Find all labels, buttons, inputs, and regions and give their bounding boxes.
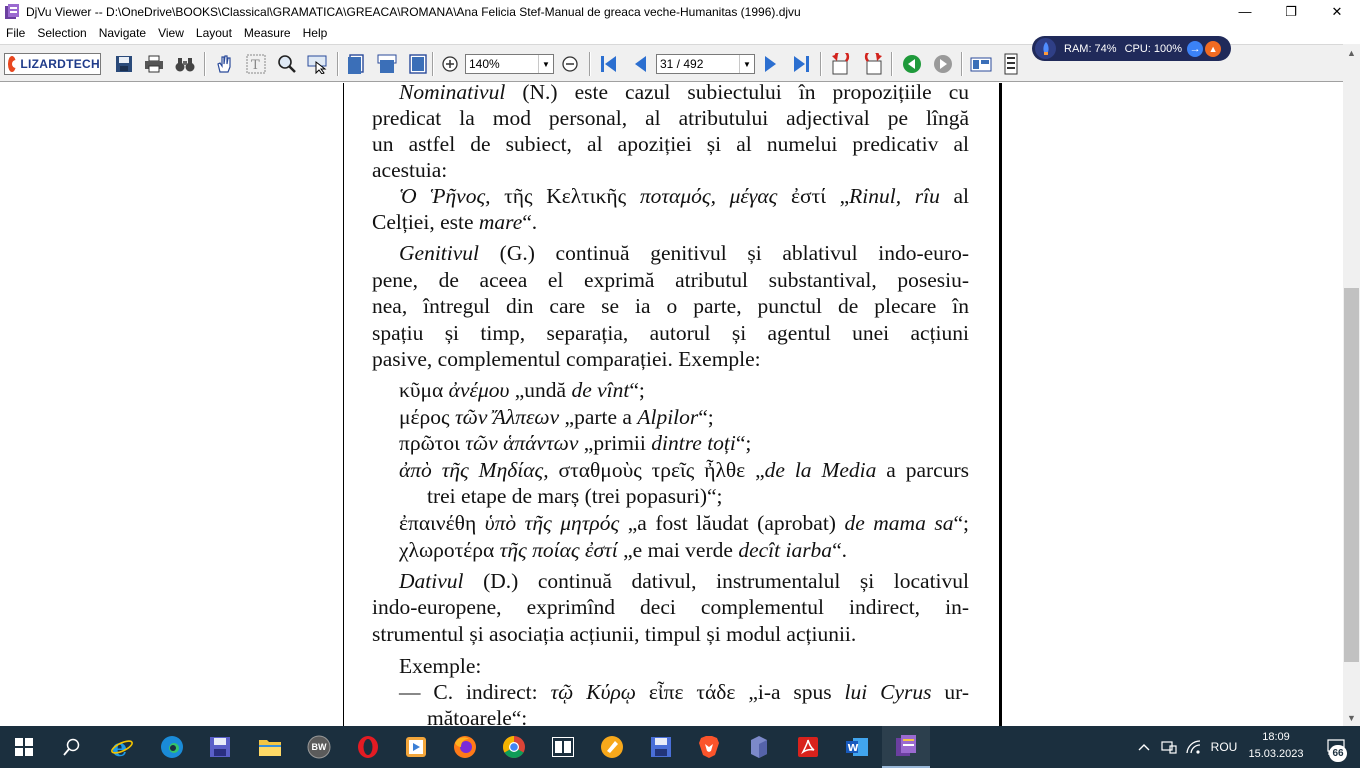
menu-help[interactable]: Help — [302, 26, 328, 40]
text-line: ἐπαινέθη ὑπὸ τῆς μητρός „a fost lăudat (aprobat) de mama sa“; — [399, 511, 970, 535]
edge-icon — [160, 735, 184, 759]
text-select-button[interactable] — [244, 53, 268, 75]
menu-file[interactable]: File — [6, 26, 26, 40]
text-line: un astfel de subiect, al apoziției și al numelui predicativ al — [372, 132, 969, 156]
previous-page-icon — [631, 54, 649, 74]
facing-page-button[interactable] — [406, 53, 430, 75]
text-line: Exemple: — [399, 654, 482, 678]
text-line: pasive, complementul comparației. Exemple: — [372, 347, 761, 371]
taskbar-bw[interactable] — [295, 726, 343, 768]
scroll-down-arrow-icon[interactable]: ▼ — [1347, 712, 1356, 723]
next-page-button[interactable] — [759, 53, 783, 75]
text-line: Nominativul (N.) este cazul subiectului în propozițiile cu — [399, 83, 969, 104]
acrobat-icon — [797, 736, 819, 758]
page-combo[interactable] — [656, 54, 755, 74]
chevron-down-icon[interactable]: ▼ — [538, 55, 553, 73]
svg-text:T: T — [251, 58, 260, 73]
zoom-in-button[interactable] — [438, 53, 462, 75]
history-forward-button[interactable] — [931, 53, 955, 75]
text-line: Dativul (D.) continuă dativul, instrumentalul și locativul — [399, 569, 969, 593]
thumbnails-button[interactable] — [969, 53, 993, 75]
previous-page-button[interactable] — [628, 53, 652, 75]
text-line: Genitivul (G.) continuă genitivul și ablativul indo-euro- — [399, 241, 969, 265]
forward-icon — [862, 53, 884, 75]
outline-button[interactable] — [999, 53, 1023, 75]
taskbar-edge[interactable] — [148, 726, 196, 768]
book-reader-icon — [551, 736, 575, 758]
zoom-out-button[interactable] — [558, 53, 582, 75]
djvu-viewer-icon — [894, 734, 918, 758]
menu-view[interactable]: View — [158, 26, 184, 40]
menu-selection[interactable]: Selection — [37, 26, 87, 40]
zoom-in-icon — [441, 55, 459, 73]
toolbar-separator — [820, 52, 822, 76]
word-icon — [845, 736, 869, 758]
zoom-value: 140% — [469, 57, 500, 71]
arrow-right-icon[interactable]: → — [1187, 41, 1203, 57]
notification-count-badge: 66 — [1329, 745, 1347, 762]
bw-label: BW — [311, 742, 327, 752]
hand-icon — [214, 54, 234, 74]
taskbar-word[interactable] — [833, 726, 881, 768]
lizardtech-logo-text: LIZARDTECH — [20, 57, 100, 71]
djvu-app-icon — [4, 4, 20, 20]
rocket-icon — [1035, 38, 1056, 59]
green-arrow-left-icon — [902, 54, 922, 74]
region-select-icon — [306, 54, 328, 74]
clock-time: 18:09 — [1262, 731, 1290, 743]
facing-page-icon — [408, 54, 428, 74]
internet-explorer-icon — [110, 735, 134, 759]
text-line: predicat la mod personal, al atributului adjectival pe lîngă — [372, 106, 969, 130]
package-icon — [748, 735, 770, 759]
binoculars-icon — [175, 55, 195, 73]
taskbar — [0, 726, 1360, 768]
floppy-disk-icon — [209, 736, 231, 758]
lizardtech-logo-icon — [8, 56, 16, 72]
next-page-icon — [762, 54, 780, 74]
zoom-out-icon — [561, 55, 579, 73]
find-button[interactable] — [173, 53, 197, 75]
single-page-icon — [347, 54, 365, 74]
magnifier-icon — [277, 54, 297, 74]
page-border-right — [999, 83, 1002, 726]
floppy-disk-icon — [650, 736, 672, 758]
gray-arrow-right-icon — [933, 54, 953, 74]
clock-date: 15.03.2023 — [1248, 748, 1304, 760]
text-select-icon — [246, 54, 266, 74]
text-line: acestuia: — [372, 158, 448, 182]
lizardtech-logo[interactable] — [4, 53, 101, 75]
svg-text:e: e — [112, 735, 128, 759]
history-back-button[interactable] — [900, 53, 924, 75]
single-page-button[interactable] — [344, 53, 368, 75]
ram-usage: RAM: 74% — [1064, 42, 1117, 55]
toolbar-separator — [337, 52, 339, 76]
pan-tool-button[interactable] — [212, 53, 236, 75]
continuous-page-button[interactable] — [375, 53, 399, 75]
last-page-button[interactable] — [789, 53, 813, 75]
start-button[interactable] — [0, 726, 48, 768]
text-line: χλωροτέρα τῆς ποίας ἐστί „e mai verde decît iarba“. — [399, 538, 847, 562]
toolbar-separator — [589, 52, 591, 76]
first-page-button[interactable] — [597, 53, 621, 75]
text-line: trei etape de marș (trei popasuri)“; — [427, 484, 723, 508]
title-bar — [0, 0, 1360, 23]
tray-expand-button[interactable] — [1134, 726, 1154, 768]
menu-measure[interactable]: Measure — [243, 26, 291, 40]
alert-icon[interactable]: ▲ — [1205, 41, 1221, 57]
taskbar-opera[interactable] — [344, 726, 392, 768]
text-line: spațiu și timp, separația, autorul și agentul unei acțiuni — [372, 321, 969, 345]
chevron-up-icon — [1138, 743, 1150, 751]
close-button[interactable]: ✕ — [1331, 3, 1343, 19]
toolbar-separator — [432, 52, 434, 76]
maximize-button[interactable]: ❐ — [1285, 3, 1297, 19]
chrome-icon — [502, 735, 526, 759]
window-title: DjVu Viewer -- D:\OneDrive\BOOKS\Classical\GRAMATICA\GREACA\ROMANA\Ana Felicia Stef-Manual de greaca veche-Humanitas (1996).djvu — [26, 4, 801, 19]
orange-app-icon — [600, 735, 624, 759]
text-line: μέρος τῶν Ἄλπεων „parte a Alpilor“; — [399, 405, 714, 429]
last-page-icon — [791, 54, 811, 74]
taskbar-acrobat[interactable] — [784, 726, 832, 768]
taskbar-orange-app[interactable] — [588, 726, 636, 768]
taskbar-package[interactable] — [735, 726, 783, 768]
menu-navigate[interactable]: Navigate — [98, 26, 147, 40]
scrollbar-thumb[interactable] — [1344, 288, 1359, 662]
menu-layout[interactable]: Layout — [195, 26, 232, 40]
toolbar-separator — [891, 52, 893, 76]
tray-clock[interactable] — [1244, 729, 1308, 763]
tray-wifi[interactable] — [1184, 726, 1204, 768]
text-line: — C. indirect: τῷ Κύρῳ εἶπε τάδε „i-a spus lui Cyrus ur- — [399, 680, 969, 704]
taskbar-chrome[interactable] — [490, 726, 538, 768]
wifi-icon — [1186, 740, 1202, 754]
text-line: πρῶτοι τῶν ἁπάντων „primii dintre toți“; — [399, 431, 752, 455]
network-adapter-icon — [1161, 740, 1177, 754]
performance-widget[interactable] — [1032, 36, 1231, 61]
taskbar-media-player[interactable] — [392, 726, 440, 768]
taskbar-firefox[interactable] — [441, 726, 489, 768]
zoom-combo[interactable] — [465, 54, 554, 74]
text-line: indo-europene, exprimînd deci complementul indirect, in- — [372, 595, 969, 619]
taskbar-floppy[interactable] — [196, 726, 244, 768]
djvu-page — [344, 83, 999, 726]
brave-icon — [698, 735, 720, 759]
chevron-down-icon[interactable]: ▼ — [739, 55, 754, 73]
tray-language[interactable]: ROU — [1210, 740, 1238, 754]
opera-icon — [356, 735, 380, 759]
text-line: pene, de aceea el exprimă atributul substantival, posesiu- — [372, 268, 969, 292]
back-button[interactable] — [829, 53, 853, 75]
taskbar-file-explorer[interactable] — [246, 726, 294, 768]
text-line: Celției, este mare“. — [372, 210, 538, 234]
notifications-button[interactable] — [1316, 726, 1356, 768]
print-button[interactable] — [142, 53, 166, 75]
media-player-icon — [405, 736, 427, 758]
text-line: mătoarele“: — [427, 706, 528, 726]
cpu-usage: CPU: 100% — [1124, 42, 1183, 55]
firefox-icon — [453, 735, 477, 759]
vertical-scrollbar[interactable] — [1343, 44, 1360, 726]
text-line: strumentul și asociația acțiunii, timpul și modul acțiunii. — [372, 622, 857, 646]
page-value: 31 / 492 — [660, 57, 704, 71]
text-line: nea, întregul din care se ia o parte, punctul de plecare în — [372, 294, 969, 318]
thumbnails-icon — [970, 55, 992, 73]
text-line: Ὁ Ῥῆνος, τῆς Κελτικῆς ποταμός, μέγας ἐστί „Rinul, rîu al — [399, 184, 969, 208]
folder-icon — [258, 737, 282, 757]
toolbar-separator — [204, 52, 206, 76]
document-viewer[interactable] — [0, 83, 1343, 726]
outline-icon — [1003, 53, 1019, 75]
svg-text:W: W — [847, 743, 859, 754]
toolbar-separator — [961, 52, 963, 76]
tray-network-adapter[interactable] — [1158, 726, 1180, 768]
taskbar-brave[interactable] — [685, 726, 733, 768]
back-icon — [830, 53, 852, 75]
continuous-page-icon — [377, 54, 397, 74]
zoom-tool-button[interactable] — [275, 53, 299, 75]
region-select-button[interactable] — [305, 53, 329, 75]
taskbar-djvu-viewer[interactable] — [882, 726, 930, 768]
save-button[interactable] — [112, 53, 136, 75]
printer-icon — [144, 55, 164, 73]
taskbar-floppy-2[interactable] — [637, 726, 685, 768]
text-line: ἀπὸ τῆς Μηδίας, σταθμοὺς τρεῖς ἦλθε „de la Media a parcurs — [399, 458, 969, 482]
search-icon — [63, 738, 81, 756]
scroll-up-arrow-icon[interactable]: ▲ — [1347, 47, 1356, 58]
taskbar-ie[interactable] — [98, 726, 146, 768]
search-button[interactable] — [48, 726, 96, 768]
first-page-icon — [599, 54, 619, 74]
taskbar-djvu-reader[interactable] — [539, 726, 587, 768]
forward-button[interactable] — [861, 53, 885, 75]
text-line: κῦμα ἀνέμου „undă de vînt“; — [399, 378, 645, 402]
windows-logo-icon — [15, 738, 33, 756]
save-icon — [115, 55, 133, 73]
minimize-button[interactable]: — — [1238, 4, 1252, 19]
